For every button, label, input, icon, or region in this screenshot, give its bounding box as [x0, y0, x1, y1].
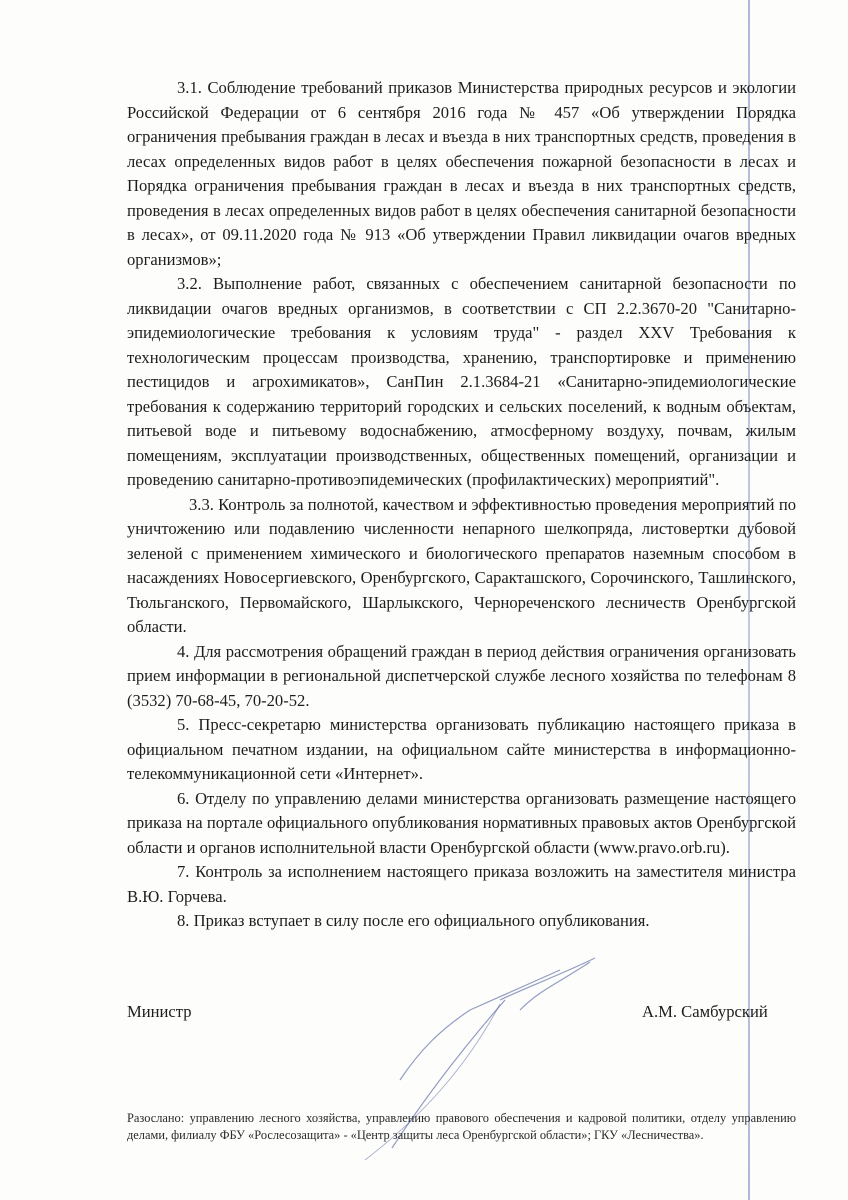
paragraph-3-2: 3.2. Выполнение работ, связанных с обеспечением санитарной безопасности по ликвидации очагов вредных организмов, в соответствии с СП 2.2.3670-20 "Санитарно-эпидемиологические требования к условиям труда" - раздел XXV Требования к технологическим процессам производства, хранению, транспортировке и применению пестицидов и агрохимикатов», СанПин 2.1.3684-21 «Санитарно-эпидемиологические требования к содержанию территорий городских и сельских поселений, к водным объектам, питьевой воде и питьевому водоснабжению, атмосферному воздуху, почвам, жилым помещениям, эксплуатации производственных, общественных помещений, организации и проведению санитарно-противоэпидемических (профилактических) мероприятий". [127, 274, 796, 489]
paragraph-5: 5. Пресс-секретарю министерства организовать публикацию настоящего приказа в официальном печатном издании, на официальном сайте министерства в информационно-телекоммуникационной сети «Интернет». [127, 715, 796, 783]
paragraph-7: 7. Контроль за исполнением настоящего приказа возложить на заместителя министра В.Ю. Горчева. [127, 862, 796, 906]
distribution-list: Разослано: управлению лесного хозяйства, управлению правового обеспечения и кадровой политики, отделу управлению делами, филиалу ФБУ «Рослесозащита» - «Центр защиты леса Оренбургской области»; ГКУ «Лесничества». [127, 1111, 796, 1142]
signatory-name: А.М. Самбурский [642, 1002, 768, 1021]
paragraph-3-3: 3.3. Контроль за полнотой, качеством и эффективностью проведения мероприятий по уничтожению или подавлению численности непарного шелкопряда, листовертки дубовой зеленой с применением химического и биологического препаратов наземным способом в насаждениях Новосергиевского, Оренбургского, Саракташского, Сорочинского, Ташлинского, Тюльганского, Первомайского, Шарлыкского, Чернореченского лесничеств Оренбургской области. [127, 494, 796, 636]
paragraph-6: 6. Отделу по управлению делами министерства организовать размещение настоящего приказа на портале официального опубликования нормативных правовых актов Оренбургской области и органов исполнительной власти Оренбургской области (www.pravo.orb.ru). [127, 788, 796, 857]
paragraph-3-1: 3.1. Соблюдение требований приказов Министерства природных ресурсов и экологии Российской Федерации от 6 сентября 2016 года № 457 «Об утверждении Порядка ограничения пребывания граждан в лесах и въезда в них транспортных средств, проведения в лесах определенных видов работ в целях обеспечения пожарной безопасности в лесах и Порядка ограничения пребывания граждан в лесах и въезда в них транспортных средств, проведения в лесах определенных видов работ в целях обеспечения санитарной безопасности в лесах», от 09.11.2020 года № 913 «Об утверждении Правил ликвидации очагов вредных организмов»; [127, 78, 796, 269]
signatory-title: Министр [127, 1002, 192, 1021]
paragraph-8: 8. Приказ вступает в силу после его официального опубликования. [177, 911, 650, 930]
document-body [127, 76, 796, 934]
paragraph-4: 4. Для рассмотрения обращений граждан в период действия ограничения организовать прием информации в региональной диспетчерской службе лесного хозяйства по телефонам 8 (3532) 70-68-45, 70-20-52. [127, 641, 796, 710]
